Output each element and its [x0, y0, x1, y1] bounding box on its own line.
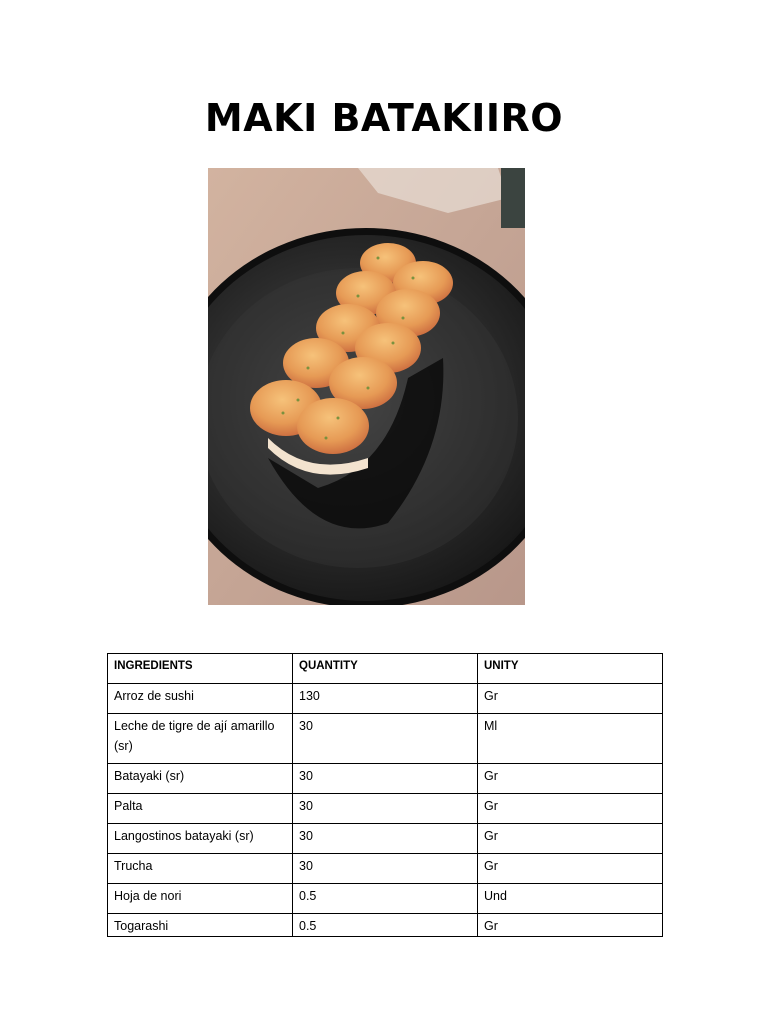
quantity-cell: 0.5 — [293, 884, 478, 914]
quantity-cell: 130 — [293, 684, 478, 714]
unity-cell: Gr — [478, 914, 663, 937]
document-title: MAKI BATAKIIRO — [204, 96, 564, 140]
ingredient-cell: Hoja de nori — [108, 884, 293, 914]
unity-cell: Gr — [478, 684, 663, 714]
unity-cell: Gr — [478, 794, 663, 824]
ingredient-cell: Batayaki (sr) — [108, 764, 293, 794]
quantity-cell: 0.5 — [293, 914, 478, 937]
table-row — [108, 914, 663, 937]
ingredient-cell: Trucha — [108, 854, 293, 884]
ingredient-cell: Togarashi — [108, 914, 293, 937]
quantity-cell: 30 — [293, 794, 478, 824]
table-row — [108, 684, 663, 714]
ingredient-cell: Arroz de sushi — [108, 684, 293, 714]
table-row — [108, 714, 663, 764]
ingredient-cell: Leche de tigre de ají amarillo (sr) — [108, 714, 293, 764]
table-row — [108, 824, 663, 854]
ingredient-cell: Langostinos batayaki (sr) — [108, 824, 293, 854]
unity-cell: Gr — [478, 764, 663, 794]
sushi-roll-photo — [208, 168, 525, 605]
table-row — [108, 794, 663, 824]
quantity-cell: 30 — [293, 764, 478, 794]
unity-cell: Und — [478, 884, 663, 914]
quantity-cell: 30 — [293, 854, 478, 884]
quantity-cell: 30 — [293, 714, 478, 764]
header-ingredients: INGREDIENTS — [108, 654, 293, 684]
ingredients-table — [107, 653, 663, 937]
table-row — [108, 854, 663, 884]
unity-cell: Ml — [478, 714, 663, 764]
table-row — [108, 884, 663, 914]
unity-cell: Gr — [478, 854, 663, 884]
header-unity: UNITY — [478, 654, 663, 684]
unity-cell: Gr — [478, 824, 663, 854]
quantity-cell: 30 — [293, 824, 478, 854]
header-quantity: QUANTITY — [293, 654, 478, 684]
table-header-row — [108, 654, 663, 684]
table-row — [108, 764, 663, 794]
ingredient-cell: Palta — [108, 794, 293, 824]
